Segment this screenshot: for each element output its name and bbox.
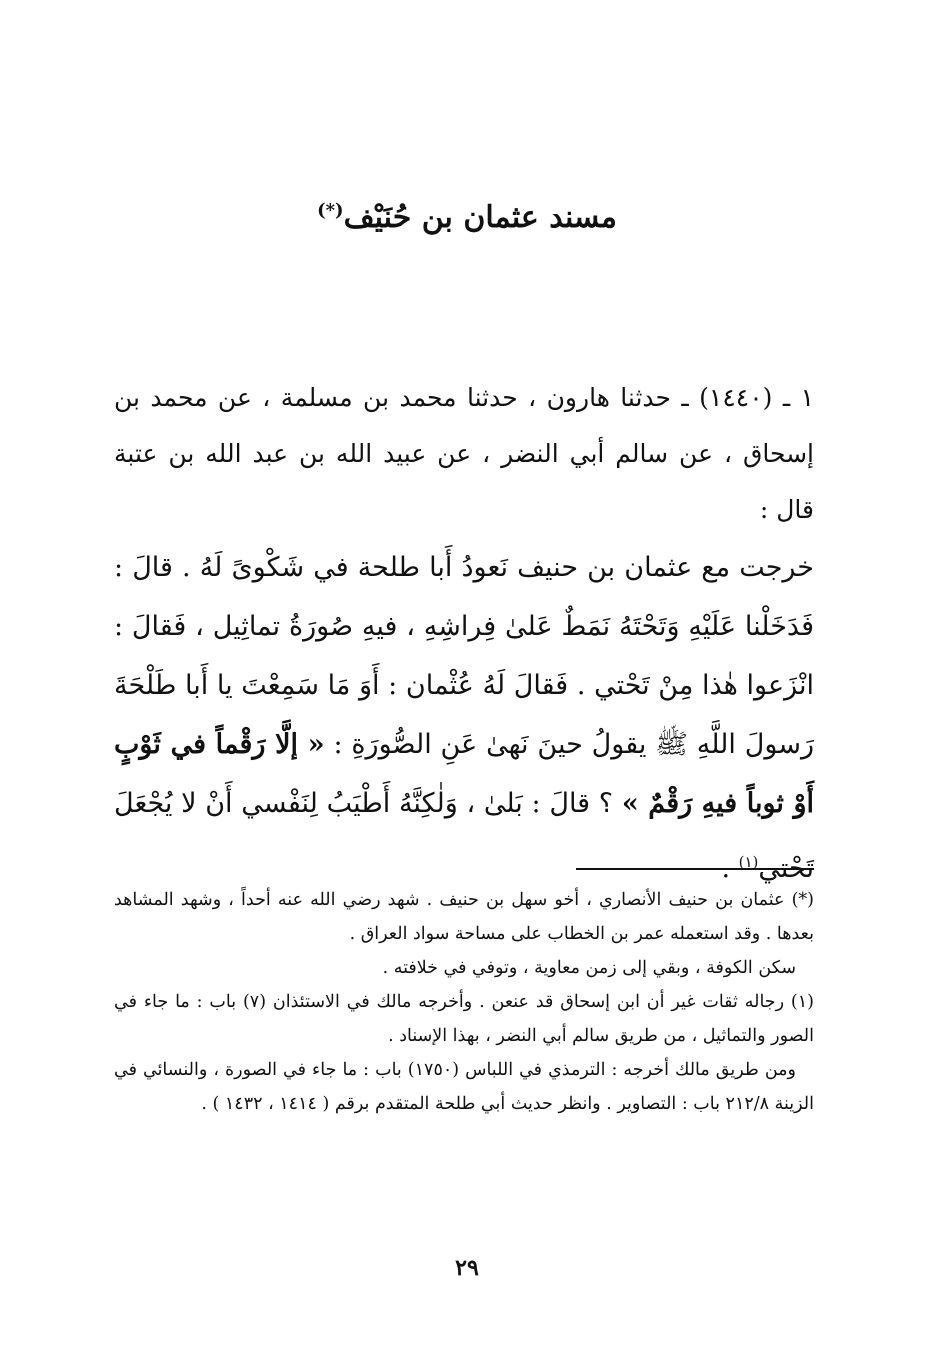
page-title xyxy=(0,200,934,235)
footnote-one: (١) رجاله ثقات غير أن ابن إسحاق قد عنعن . وأخرجه مالك في الاستئذان (٧) باب : ما جاء في الصور والتماثيل ، من طريق سالم أبي النضر ، بهذا الإسناد . xyxy=(114,992,814,1046)
hadith-end: . xyxy=(721,853,739,884)
prophetic-quote: « إلَّا رَقْماً في ثَوْبٍ أَوْ ثوباً فيهِ رَقْمٌ » xyxy=(114,729,814,819)
footnote-star: (*) عثمان بن حنيف الأنصاري ، أخو سهل بن حنيف . شهد رضي الله عنه أحداً ، وشهد المشاهد بعدها . وقد استعمله عمر بن الخطاب على مساحة سواد العراق . xyxy=(114,890,814,944)
footnote-separator xyxy=(576,868,814,870)
title-text: مسند عثمان بن حُنَيْف xyxy=(343,200,617,235)
footnote-ref-1: (١) xyxy=(738,853,759,871)
footnote-one-continued: ومن طريق مالك أخرجه : الترمذي في اللباس (١٧٥٠) باب : ما جاء في الصورة ، والنسائي في الزينة ٢١٢/٨ باب : التصاوير . وانظر حديث أبي طلحة المتقدم برقم ( ١٤١٤ ، ١٤٣٢ ) . xyxy=(114,1060,814,1114)
title-footnote-mark: (*) xyxy=(317,200,344,221)
hadith-chain-of-narration: ١ ـ (١٤٤٠) ـ حدثنا هارون ، حدثنا محمد بن مسلمة ، عن محمد بن إسحاق ، عن سالم أبي النضر ، عن عبيد الله بن عبد الله بن عتبة قال : xyxy=(114,383,814,524)
hadith-part-2: ؟ قالَ : بَلىٰ ، وَلٰكِنَّهُ أَطْيَبُ لِنَفْسي أَنْ لا يُجْعَلَ تَحْتي xyxy=(114,788,814,884)
hadith-text xyxy=(114,538,814,898)
footnote-star-continued: سكن الكوفة ، وبقي إلى زمن معاوية ، وتوفي في خلافته . xyxy=(382,958,796,978)
page-number: ٢٩ xyxy=(455,1255,479,1281)
footnotes xyxy=(114,883,814,1121)
hadith-part-1: خرجت مع عثمان بن حنيف نَعودُ أَبا طلحة في شَكْوىً لَهُ . قالَ : فَدَخَلْنا عَلَيْهِ وَتَحْتَهُ نَمَطٌ عَلىٰ فِراشِهِ ، فيهِ صُورَةُ تماثِيل ، فَقالَ : انْزَعوا هٰذا مِنْ تَحْتي . فَقالَ لَهُ عُثْمان : أَوَ مَا سَمِعْتَ يا أَبا طَلْحَةَ رَسولَ اللَّهِ ﷺ يقولُ حينَ نَهىٰ عَنِ الصُّورَةِ : xyxy=(114,552,814,760)
